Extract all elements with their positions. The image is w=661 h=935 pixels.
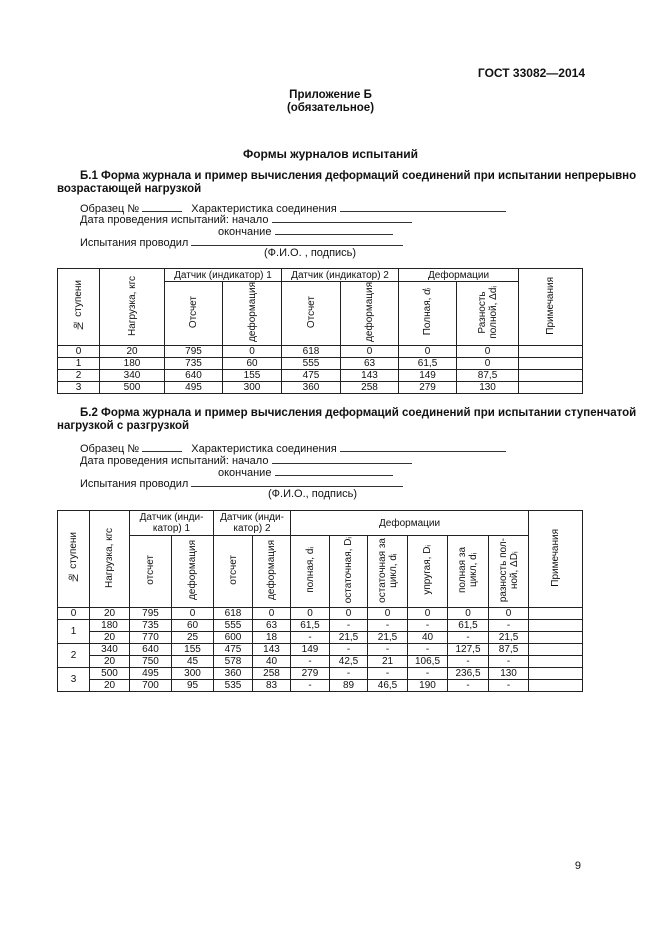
table-cell: 618 bbox=[282, 346, 341, 358]
table-cell: 0 bbox=[408, 608, 448, 620]
table-cell: 795 bbox=[165, 346, 223, 358]
table-cell: 25 bbox=[172, 632, 214, 644]
b2-th-elastic: упругая, Dᵢ bbox=[408, 536, 448, 608]
table-cell: 3 bbox=[58, 382, 100, 394]
date-start-blank bbox=[272, 453, 412, 464]
b2-th-full: полная, dᵢ bbox=[291, 536, 330, 608]
table-cell: - bbox=[330, 668, 368, 680]
b2-th-read1: отсчет bbox=[130, 536, 172, 608]
b2-th-residual: остаточная, Dᵢ bbox=[330, 536, 368, 608]
b2-table-body bbox=[58, 608, 583, 692]
table-cell: 149 bbox=[291, 644, 330, 656]
date-start-label: Дата проведения испытаний: начало bbox=[80, 214, 269, 226]
b1-th-read1: Отсчет bbox=[165, 282, 223, 346]
table-cell: 149 bbox=[399, 370, 457, 382]
table-cell: 0 bbox=[341, 346, 399, 358]
table-cell: 535 bbox=[214, 680, 253, 692]
table-cell: 300 bbox=[172, 668, 214, 680]
b2-th-deform2: деформация bbox=[253, 536, 291, 608]
appendix-title: Приложение Б bbox=[289, 89, 372, 101]
table-cell: - bbox=[408, 644, 448, 656]
table-cell: 143 bbox=[253, 644, 291, 656]
table-cell: - bbox=[408, 668, 448, 680]
table-cell: 0 bbox=[489, 608, 529, 620]
table-cell: 61,5 bbox=[291, 620, 330, 632]
appendix-subtitle: (обязательное) bbox=[286, 102, 375, 114]
b2-th-residual-cycle: остаточная за цикл, dᵢ bbox=[368, 536, 408, 608]
b1-th-deform1: деформация bbox=[223, 282, 282, 346]
table-cell: - bbox=[368, 668, 408, 680]
date-start-label: Дата проведения испытаний: начало bbox=[80, 455, 269, 467]
table-cell: 87,5 bbox=[489, 644, 529, 656]
b1-th-deformations: Деформации bbox=[399, 269, 519, 282]
table-cell: 340 bbox=[90, 644, 130, 656]
b1-th-step: № ступени bbox=[58, 269, 100, 346]
sample-blank bbox=[142, 201, 182, 212]
table-cell: 0 bbox=[457, 346, 519, 358]
table-cell: 0 bbox=[58, 608, 90, 620]
table-cell: - bbox=[489, 620, 529, 632]
table-cell: 0 bbox=[172, 608, 214, 620]
table-cell bbox=[529, 620, 583, 632]
table-row bbox=[58, 358, 583, 370]
table-cell: 279 bbox=[291, 668, 330, 680]
table-row bbox=[58, 644, 583, 656]
table-cell: 770 bbox=[130, 632, 172, 644]
date-end-blank bbox=[275, 465, 393, 476]
table-cell: 0 bbox=[448, 608, 489, 620]
table-cell: 180 bbox=[100, 358, 165, 370]
table-cell: 500 bbox=[100, 382, 165, 394]
table-cell: 475 bbox=[282, 370, 341, 382]
b1-th-notes: Примечания bbox=[519, 269, 583, 346]
tester-blank bbox=[191, 476, 403, 487]
table-row bbox=[58, 620, 583, 632]
table-cell: 795 bbox=[130, 608, 172, 620]
b1-th-deform2: деформация bbox=[341, 282, 399, 346]
b2-title-line1: Б.2 Форма журнала и пример вычисления деформаций соединений при испытании ступенчатой bbox=[80, 407, 637, 419]
tester-label: Испытания проводил bbox=[80, 237, 189, 249]
table-cell: 21,5 bbox=[368, 632, 408, 644]
table-cell: 89 bbox=[330, 680, 368, 692]
table-cell: - bbox=[448, 656, 489, 668]
table-cell: 46,5 bbox=[368, 680, 408, 692]
table-cell: 0 bbox=[457, 358, 519, 370]
table-cell: 360 bbox=[214, 668, 253, 680]
table-cell: 60 bbox=[172, 620, 214, 632]
date-end-label: окончание bbox=[218, 226, 272, 238]
table-cell: 21,5 bbox=[489, 632, 529, 644]
b2-th-deform1: деформация bbox=[172, 536, 214, 608]
b2-th-notes: Примечания bbox=[529, 511, 583, 608]
table-cell: - bbox=[448, 680, 489, 692]
table-cell: 40 bbox=[253, 656, 291, 668]
table-cell bbox=[529, 680, 583, 692]
b1-title-line2: возрастающей нагрузкой bbox=[57, 183, 202, 195]
b1-th-indicator2: Датчик (индикатор) 2 bbox=[282, 269, 399, 282]
table-cell: - bbox=[408, 620, 448, 632]
date-end-blank bbox=[275, 224, 393, 235]
b2-form-signature-hint: (Ф.И.О., подпись) bbox=[268, 488, 358, 500]
b2-th-indicator1: Датчик (инди-катор) 1 bbox=[130, 511, 214, 536]
b2-title-line2: нагрузкой с разгрузкой bbox=[57, 420, 190, 432]
sample-label: Образец № bbox=[80, 203, 140, 215]
table-cell: 21,5 bbox=[330, 632, 368, 644]
table-cell: 500 bbox=[90, 668, 130, 680]
page-number: 9 bbox=[574, 860, 581, 872]
table-cell: 42,5 bbox=[330, 656, 368, 668]
table-cell: 0 bbox=[223, 346, 282, 358]
table-cell: 735 bbox=[165, 358, 223, 370]
table-row bbox=[58, 668, 583, 680]
table-cell: 1 bbox=[58, 620, 90, 644]
table-cell: 61,5 bbox=[399, 358, 457, 370]
table-cell: 130 bbox=[457, 382, 519, 394]
b1-title-line1: Б.1 Форма журнала и пример вычисления деформаций соединений при испытании непрерывно bbox=[80, 170, 637, 182]
table-cell: 0 bbox=[253, 608, 291, 620]
table-cell: - bbox=[291, 632, 330, 644]
table-cell: 258 bbox=[253, 668, 291, 680]
table-cell: 63 bbox=[341, 358, 399, 370]
table-cell: 45 bbox=[172, 656, 214, 668]
table-cell: - bbox=[291, 680, 330, 692]
table-cell: 495 bbox=[130, 668, 172, 680]
characteristic-label: Характеристика соединения bbox=[191, 443, 337, 455]
table-cell: 340 bbox=[100, 370, 165, 382]
table-cell: - bbox=[330, 620, 368, 632]
table-cell: 127,5 bbox=[448, 644, 489, 656]
table-cell: 155 bbox=[223, 370, 282, 382]
table-cell: 735 bbox=[130, 620, 172, 632]
table-cell: 155 bbox=[172, 644, 214, 656]
table-cell: 106,5 bbox=[408, 656, 448, 668]
sample-blank bbox=[142, 441, 182, 452]
table-cell: 20 bbox=[90, 608, 130, 620]
b1-th-load: Нагрузка, кгс bbox=[100, 269, 165, 346]
b2-th-read2: отсчет bbox=[214, 536, 253, 608]
table-cell: - bbox=[489, 656, 529, 668]
table-cell: 180 bbox=[90, 620, 130, 632]
table-cell: 18 bbox=[253, 632, 291, 644]
table-row bbox=[58, 608, 583, 620]
table-cell: 3 bbox=[58, 668, 90, 692]
b2-th-load: Нагрузка, кгс bbox=[90, 511, 130, 608]
date-end-label: окончание bbox=[218, 467, 272, 479]
table-cell bbox=[519, 346, 583, 358]
table-cell bbox=[529, 644, 583, 656]
table-cell: 640 bbox=[130, 644, 172, 656]
table-cell: 190 bbox=[408, 680, 448, 692]
table-cell bbox=[519, 358, 583, 370]
table-cell: - bbox=[291, 656, 330, 668]
b2-table bbox=[57, 510, 583, 692]
table-cell: 1 bbox=[58, 358, 100, 370]
characteristic-label: Характеристика соединения bbox=[191, 203, 337, 215]
b2-th-full-cycle: полная за цикл, dᵢ bbox=[448, 536, 489, 608]
table-cell: 20 bbox=[90, 680, 130, 692]
table-cell: - bbox=[368, 620, 408, 632]
table-cell: 600 bbox=[214, 632, 253, 644]
table-cell bbox=[529, 656, 583, 668]
table-cell: 258 bbox=[341, 382, 399, 394]
table-cell bbox=[529, 608, 583, 620]
table-cell: 20 bbox=[90, 656, 130, 668]
table-cell: 130 bbox=[489, 668, 529, 680]
b2-th-step: № ступени bbox=[58, 511, 90, 608]
date-start-blank bbox=[272, 212, 412, 223]
table-cell: 143 bbox=[341, 370, 399, 382]
table-cell: 495 bbox=[165, 382, 223, 394]
characteristic-blank bbox=[340, 441, 506, 452]
table-row bbox=[58, 370, 583, 382]
table-cell: 0 bbox=[58, 346, 100, 358]
sample-label: Образец № bbox=[80, 443, 140, 455]
table-cell: 63 bbox=[253, 620, 291, 632]
table-cell: 60 bbox=[223, 358, 282, 370]
table-cell: 300 bbox=[223, 382, 282, 394]
table-cell bbox=[519, 382, 583, 394]
table-cell: 618 bbox=[214, 608, 253, 620]
b1-form-signature-hint: (Ф.И.О. , подпись) bbox=[264, 247, 357, 259]
table-cell: 279 bbox=[399, 382, 457, 394]
b1-th-full: Полная, dᵢ bbox=[399, 282, 457, 346]
table-cell: - bbox=[448, 632, 489, 644]
table-row bbox=[58, 656, 583, 668]
table-cell: 750 bbox=[130, 656, 172, 668]
b2-th-diff: разность пол- ной, ΔDᵢ bbox=[489, 536, 529, 608]
table-cell: 21 bbox=[368, 656, 408, 668]
table-cell: 0 bbox=[291, 608, 330, 620]
table-row bbox=[58, 346, 583, 358]
table-cell: 475 bbox=[214, 644, 253, 656]
table-cell: 0 bbox=[368, 608, 408, 620]
table-cell bbox=[529, 632, 583, 644]
table-cell: 0 bbox=[330, 608, 368, 620]
table-cell: 236,5 bbox=[448, 668, 489, 680]
table-cell: 83 bbox=[253, 680, 291, 692]
table-cell: 578 bbox=[214, 656, 253, 668]
tester-label: Испытания проводил bbox=[80, 478, 189, 490]
b2-th-deformations: Деформации bbox=[291, 511, 529, 536]
table-cell: 0 bbox=[399, 346, 457, 358]
characteristic-blank bbox=[340, 201, 506, 212]
table-cell: 20 bbox=[90, 632, 130, 644]
table-row bbox=[58, 382, 583, 394]
table-cell bbox=[529, 668, 583, 680]
b2-th-indicator2: Датчик (инди-катор) 2 bbox=[214, 511, 291, 536]
table-row bbox=[58, 680, 583, 692]
table-cell: - bbox=[368, 644, 408, 656]
b1-th-diff: Разность полной, Δdᵢ bbox=[457, 282, 519, 346]
b1-table-body bbox=[58, 346, 583, 394]
table-cell: - bbox=[330, 644, 368, 656]
tester-blank bbox=[191, 235, 403, 246]
table-cell: 360 bbox=[282, 382, 341, 394]
table-cell: 2 bbox=[58, 644, 90, 668]
table-cell: 40 bbox=[408, 632, 448, 644]
table-cell: 555 bbox=[282, 358, 341, 370]
table-cell: 555 bbox=[214, 620, 253, 632]
table-cell bbox=[519, 370, 583, 382]
table-cell: 87,5 bbox=[457, 370, 519, 382]
table-cell: 61,5 bbox=[448, 620, 489, 632]
table-cell: 95 bbox=[172, 680, 214, 692]
b1-th-indicator1: Датчик (индикатор) 1 bbox=[165, 269, 282, 282]
table-cell: 640 bbox=[165, 370, 223, 382]
table-row bbox=[58, 632, 583, 644]
table-cell: 700 bbox=[130, 680, 172, 692]
standard-number: ГОСТ 33082—2014 bbox=[477, 66, 585, 80]
section-title: Формы журналов испытаний bbox=[242, 147, 419, 161]
table-cell: - bbox=[489, 680, 529, 692]
table-cell: 2 bbox=[58, 370, 100, 382]
b1-th-read2: Отсчет bbox=[282, 282, 341, 346]
table-cell: 20 bbox=[100, 346, 165, 358]
b1-table bbox=[57, 268, 583, 394]
